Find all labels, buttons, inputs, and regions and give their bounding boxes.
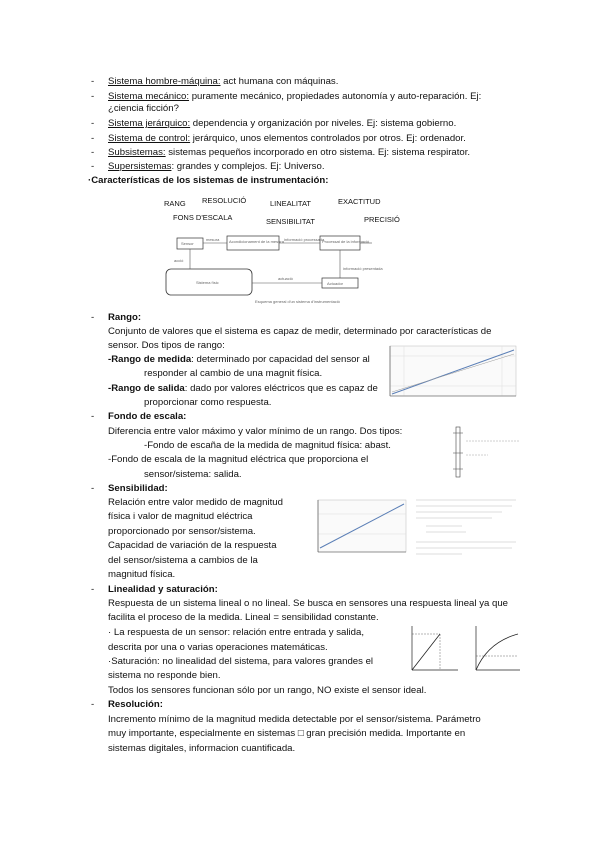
sensor-box-label: Sensor (181, 241, 194, 246)
sensibilidad-text: Capacidad de variación de la respuesta (108, 540, 277, 551)
rango-salida: -Rango de salida: dado por valores eléctricos que es capaz de (108, 383, 378, 394)
diagram-label-fons-escala: FONS D'ESCALA (173, 213, 233, 222)
rango-medida-cont: responder al cambio de una magnit física. (144, 368, 323, 379)
list-dash: - (91, 133, 95, 144)
list-dash: - (91, 411, 95, 422)
flow-label-processada: informació processada (284, 237, 325, 242)
diagram-label-resolucio: RESOLUCIÓ (202, 196, 247, 205)
diagram-label-rang: RANG (164, 199, 186, 208)
sensibilidad-text: proporcionado por sensor/sistema. (108, 526, 256, 537)
rango-title: Rango: (108, 312, 142, 323)
sensibilidad-text: del sensor/sistema a cambios de la (108, 555, 258, 566)
linear-response-line (412, 634, 440, 670)
sensibilidad-text: Relación entre valor medido de magnitud (108, 497, 283, 508)
list-dash: - (91, 312, 95, 323)
list-dash: - (91, 147, 95, 158)
resolucion-title: Resolución: (108, 699, 163, 710)
list-item-continuation: ¿ciencia ficción? (108, 103, 179, 114)
fondo-text: -Fondo de escala de la magnitud eléctrica que proporciona el (108, 454, 369, 465)
diagram-label-linealitat: LINEALITAT (270, 199, 311, 208)
linealidad-text: Respuesta de un sistema lineal o no lineal. Se busca en sensores una respuesta lineal ya que (108, 598, 508, 609)
diagram-label-sensibilitat: SENSIBILITAT (266, 217, 315, 226)
sensibilidad-title: Sensibilidad: (108, 483, 168, 494)
sensibilidad-figure (302, 494, 524, 568)
list-dash: - (91, 91, 95, 102)
list-dash: - (91, 483, 95, 494)
linealidad-text: descrita por una o varias operaciones matemáticas. (108, 642, 328, 653)
rango-salida-cont: proporcionar como respuesta. (144, 397, 272, 408)
list-dash: - (91, 699, 95, 710)
rango-graph (374, 342, 522, 410)
flow-label-actuacio: actuació (278, 276, 293, 281)
acondicionament-box-label: Acondicionament de la mesura (229, 239, 284, 244)
flow-label-accio: acció (174, 258, 184, 263)
rango-medida: -Rango de medida: determinado por capacidad del sensor al (108, 354, 370, 365)
list-dash: - (91, 161, 95, 172)
flow-label-mesura: mesura (206, 237, 220, 242)
list-item: Sistema de control: jerárquico, unos elementos controlados por otros. Ej: ordenador. (108, 133, 466, 144)
sensibilidad-text: física i valor de magnitud eléctrica (108, 511, 253, 522)
linealidad-title: Linealidad y saturación: (108, 584, 218, 595)
resolucion-text: Incremento mínimo de la magnitud medida detectable por el sensor/sistema. Parámetro (108, 714, 481, 725)
actuador-box-label: Actuador (327, 281, 344, 286)
processat-box-label: Processat de la informació (322, 239, 370, 244)
flow-label-presentada: informació presentada (343, 266, 383, 271)
list-item: Sistema jerárquico: dependencia y organización por niveles. Ej: sistema gobierno. (108, 118, 457, 129)
linealidad-saturacion-figure (404, 622, 524, 678)
fondo-text: -Fondo de escaña de la medida de magnitud física: abast. (144, 440, 391, 451)
section-heading: ·Características de los sistemas de instrumentación: (88, 175, 329, 186)
list-dash: - (91, 118, 95, 129)
linealidad-text: · La respuesta de un sensor: relación entre entrada y salida, (108, 627, 364, 638)
resolucion-text: sistemas digitales, informacion cuantificada. (108, 743, 296, 754)
fondo-text: sensor/sistema: salida. (144, 469, 242, 480)
rango-text: sensor. Dos tipos de rango: (108, 340, 225, 351)
linealidad-text: sistema no responde bien. (108, 670, 221, 681)
sensibilidad-text: magnitud física. (108, 569, 176, 580)
fondo-escala-figure (444, 425, 524, 480)
list-item: Sistema mecánico: puramente mecánico, propiedades autonomía y auto-reparación. Ej: (108, 91, 482, 102)
diagram-label-exactitud: EXACTITUD (338, 197, 381, 206)
rango-text: Conjunto de valores que el sistema es capaz de medir, determinado por características de (108, 326, 492, 337)
linealidad-text: ·Saturación: no linealidad del sistema, para valores grandes el (108, 656, 374, 667)
fondo-title: Fondo de escala: (108, 411, 187, 422)
list-item: Sistema hombre-máquina: act humana con máquinas. (108, 76, 339, 87)
diagram-label-precisio: PRECISIÓ (364, 215, 400, 224)
instrumentation-diagram (160, 192, 435, 307)
list-dash: - (91, 584, 95, 595)
sistema-fisic-box-label: Sistema físic (196, 280, 219, 285)
list-item: Subsistemas: sistemas pequeños incorporado en otro sistema. Ej: sistema respirator. (108, 147, 471, 158)
linealidad-text: Todos los sensores funcionan sólo por un rango, NO existe el sensor ideal. (108, 685, 427, 696)
diagram-caption: Esquema general d'un sistema d'instrumentació (255, 299, 340, 304)
linealidad-text: facilita el proceso de la medida. Lineal = sensibilidad constante. (108, 612, 379, 623)
fondo-text: Diferencia entre valor máximo y valor mínimo de un rango. Dos tipos: (108, 426, 403, 437)
resolucion-text: muy importante, especialmente en sistemas □ gran precisión medida. Importante en (108, 728, 466, 739)
list-dash: - (91, 76, 95, 87)
saturation-curve (476, 634, 518, 670)
list-item: Supersistemas: grandes y complejos. Ej: Universo. (108, 161, 325, 172)
